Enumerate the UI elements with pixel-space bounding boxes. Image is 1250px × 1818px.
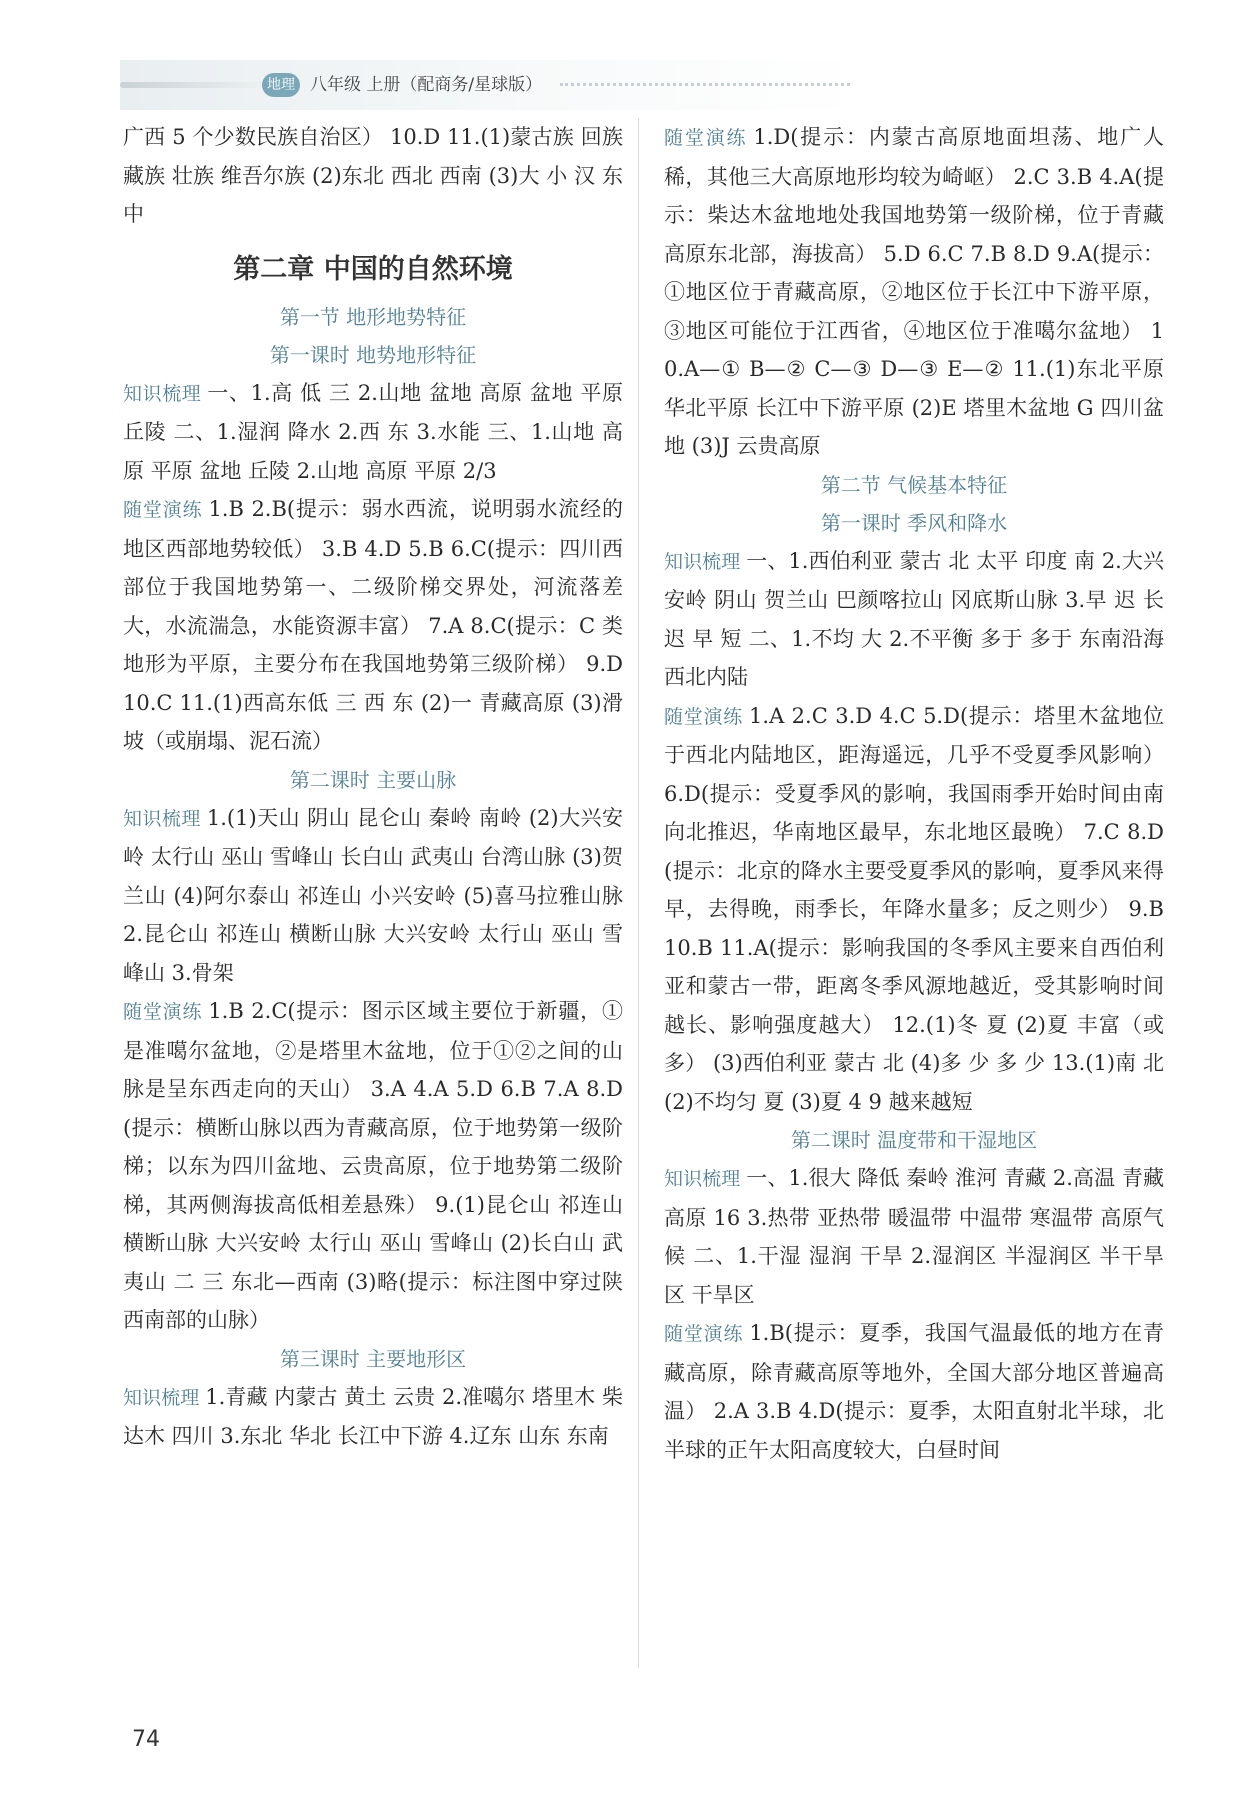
section-title-2: 第二节 气候基本特征 (820, 472, 1008, 497)
lesson-title-2-1: 第一课时 季风和降水 (820, 510, 1008, 535)
practice-text: 1.B(提示：夏季，我国气温最低的地方在青藏高原，除青藏高原等地外，全国大部分地区普遍高温） 2.A 3.B 4.D(提示：夏季，太阳直射北半球，北半球的正午太阳高度较大，白昼时间 (664, 1321, 1164, 1462)
practice-label: 随堂演练 (664, 1323, 744, 1345)
continued-answers: 广西 5 个少数民族自治区） 10.D 11.(1)蒙古族 回族 藏族 壮族 维吾尔族 (2)东北 西北 西南 (3)大 小 汉 东 中 (123, 125, 623, 226)
practice-text: 1.B 2.B(提示：弱水西流，说明弱水流经的地区西部地势较低） 3.B 4.D 5.B 6.C(提示：四川西部位于我国地势第一、二级阶梯交界处，河流落差大，水流湍急，水能资源丰富） 7.A 8.C(提示：C 类地形为平原，主要分布在我国地势第三级阶梯） 9.D 10.C 11.(1)西高东低 三 西 东 (2)一 青藏高原 (3)滑坡（或崩塌、泥石流） (123, 497, 623, 753)
lesson-title-2-2: 第二课时 温度带和干湿地区 (790, 1128, 1038, 1152)
knowledge-text: 一、1.高 低 三 2.山地 盆地 高原 盆地 平原 丘陵 二、1.湿润 降水 2.西 东 3.水能 三、1.山地 高原 平原 盆地 丘陵 2.山地 高原 平原 2/3 (123, 380, 623, 483)
practice-label: 随堂演练 (123, 1001, 203, 1023)
knowledge-block-5 (664, 1159, 1164, 1314)
knowledge-block-1 (123, 374, 623, 491)
knowledge-label: 知识梳理 (123, 1386, 200, 1409)
practice-label: 随堂演练 (664, 127, 748, 149)
practice-label: 随堂演练 (123, 499, 203, 521)
header-decor-bar (120, 82, 270, 88)
left-column (123, 118, 623, 1456)
practice-block-1 (123, 490, 623, 761)
lesson-title-3: 第三课时 主要地形区 (279, 1346, 467, 1371)
knowledge-block-2 (123, 799, 623, 993)
column-divider (638, 118, 639, 1668)
knowledge-text: 一、1.很大 降低 秦岭 淮河 青藏 2.高温 青藏高原 16 3.热带 亚热带 暖温带 中温带 寒温带 高原气候 二、1.干湿 湿润 干旱 2.湿润区 半湿润区 半干旱区 干旱区 (664, 1166, 1164, 1307)
subject-badge: 地理 (262, 73, 300, 97)
section-title: 第一节 地形地势特征 (279, 304, 467, 329)
knowledge-label: 知识梳理 (123, 807, 201, 830)
knowledge-text: 一、1.西伯利亚 蒙古 北 太平 印度 南 2.大兴安岭 阴山 贺兰山 巴颜喀拉山 冈底斯山脉 3.早 迟 长 迟 早 短 二、1.不均 大 2.不平衡 多于 多于 东南沿海 西北内陆 (664, 548, 1164, 689)
practice-text: 1.B 2.C(提示：图示区域主要位于新疆，①是准噶尔盆地，②是塔里木盆地，位于①②之间的山脉是呈东西走向的天山） 3.A 4.A 5.D 6.B 7.A 8.D(提示：横断山脉以西为青藏高原，位于地势第一级阶梯；以东为四川盆地、云贵高原，位于地势第二级阶梯，其两侧海拔高低相差悬殊） 9.(1)昆仑山 祁连山 横断山脉 大兴安岭 太行山 巫山 雪峰山 (2)长白山 武夷山 二 三 东北—西南 (3)略(提示：标注图中穿过陕西南部的山脉） (123, 999, 623, 1332)
practice-label: 随堂演练 (664, 705, 744, 728)
knowledge-text: 1.青藏 内蒙古 黄土 云贵 2.准噶尔 塔里木 柴达木 四川 3.东北 华北 长江中下游 4.辽东 山东 东南 (123, 1384, 623, 1448)
header-dots (560, 83, 850, 90)
lesson-title-2: 第二课时 主要山脉 (289, 767, 457, 792)
knowledge-label: 知识梳理 (664, 1168, 741, 1190)
knowledge-label: 知识梳理 (123, 382, 202, 405)
knowledge-block-4 (664, 542, 1164, 697)
page-number: 74 (132, 1727, 160, 1752)
knowledge-text: 1.(1)天山 阴山 昆仑山 秦岭 南岭 (2)大兴安岭 太行山 巫山 雪峰山 长白山 武夷山 台湾山脉 (3)贺兰山 (4)阿尔泰山 祁连山 小兴安岭 (5)喜马拉雅山脉 2.昆仑山 祁连山 横断山脉 大兴安岭 太行山 巫山 雪峰山 3.骨架 (123, 805, 623, 985)
right-column (664, 118, 1164, 1469)
header-title: 八年级 上册（配商务/星球版） (310, 75, 543, 95)
practice-block-4 (664, 697, 1164, 1122)
lesson-title-1: 第一课时 地势地形特征 (269, 342, 477, 367)
knowledge-block-3 (123, 1378, 623, 1456)
page-header (120, 60, 860, 110)
chapter-title: 第二章 中国的自然环境 (233, 253, 513, 285)
practice-block-5 (664, 1314, 1164, 1469)
knowledge-label: 知识梳理 (664, 550, 741, 573)
practice-block-2 (123, 992, 623, 1340)
practice-text: 1.D(提示：内蒙古高原地面坦荡、地广人稀，其他三大高原地形均较为崎岖） 2.C 3.B 4.A(提示：柴达木盆地地处我国地势第一级阶梯，位于青藏高原东北部，海拔高） 5.D 6.C 7.B 8.D 9.A(提示：①地区位于青藏高原，②地区位于长江中下游平原，③地区可能位于江西省，④地区位于准噶尔盆地） 10.A—① B—② C—③ D—③ E—② 11.(1)东北平原 华北平原 长江中下游平原 (2)E 塔里木盆地 G 四川盆地 (3)J 云贵高原 (664, 125, 1164, 458)
practice-block-3 (664, 118, 1164, 466)
practice-text: 1.A 2.C 3.D 4.C 5.D(提示：塔里木盆地位于西北内陆地区，距海遥远，几乎不受夏季风影响） 6.D(提示：受夏季风的影响，我国雨季开始时间由南向北推迟，华南地区最早，东北地区最晚） 7.C 8.D(提示：北京的降水主要受夏季风的影响，夏季风来得早，去得晚，雨季长，年降水量多；反之则少） 9.B 10.B 11.A(提示：影响我国的冬季风主要来自西伯利亚和蒙古一带，距离冬季风源地越近，受其影响时间越长、影响强度越大） 12.(1)冬 夏 (2)夏 丰富（或多） (3)西伯利亚 蒙古 北 (4)多 少 多 少 13.(1)南 北 (2)不均匀 夏 (3)夏 4 9 越来越短 (664, 703, 1164, 1114)
